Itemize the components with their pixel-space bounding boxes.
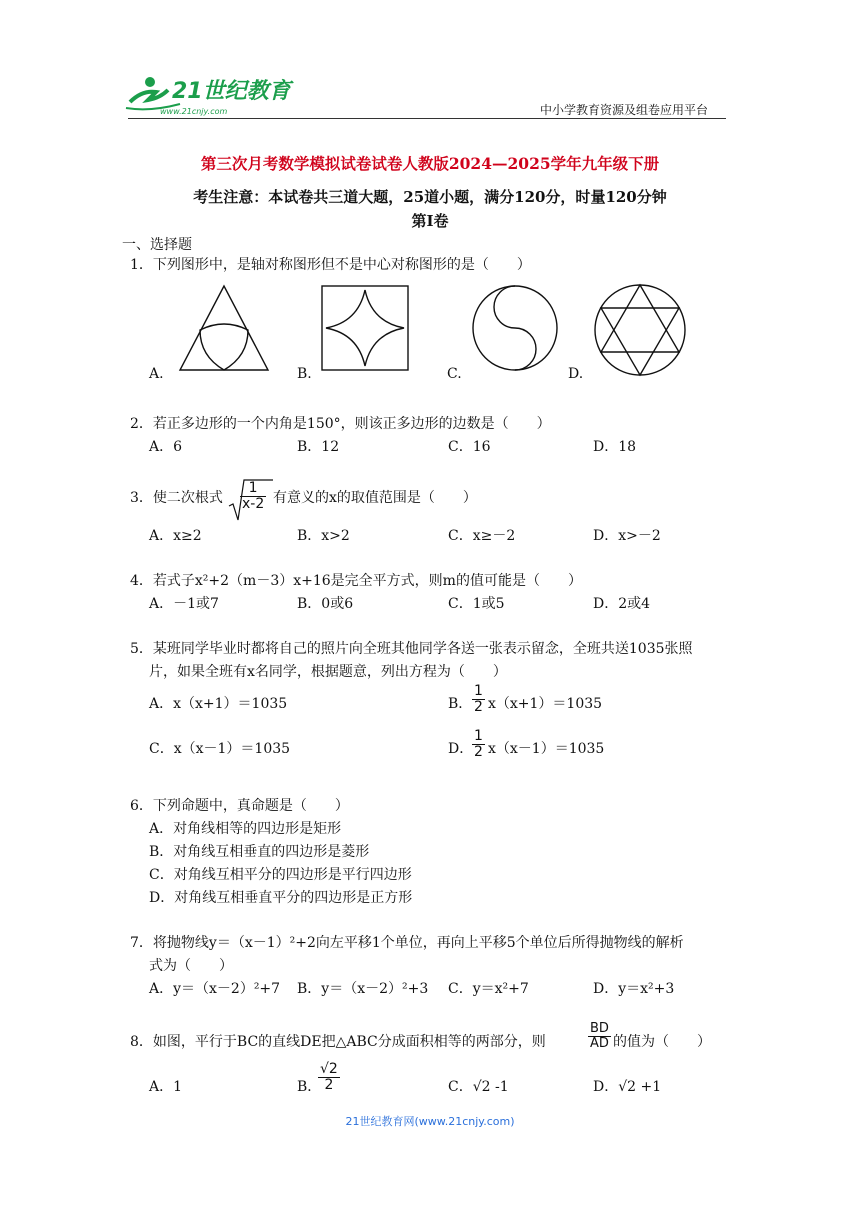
question-8-post: 的值为（ ） <box>613 1034 711 1050</box>
figure-a <box>176 282 272 374</box>
q4-option-c: C．1或5 <box>448 596 505 612</box>
q5d-frac-den: 2 <box>474 743 483 760</box>
logo-text: 21世纪教育 <box>172 79 291 104</box>
q3-option-b: B．x>2 <box>297 528 350 544</box>
volume-heading: 第Ⅰ卷 <box>411 212 449 230</box>
question-1: 1．下列图形中，是轴对称图形但不是中心对称图形的是（ ） <box>130 257 531 273</box>
q6-option-d: D．对角线互相垂直平分的四边形是正方形 <box>149 890 413 906</box>
q4-option-b: B．0或6 <box>297 596 354 612</box>
q8b-frac-num: √2 <box>320 1061 338 1077</box>
q3-fraction-num: 1 <box>240 481 266 497</box>
q8-option-b-fraction <box>318 1062 340 1092</box>
q7-option-c: C．y＝x²+7 <box>448 981 529 997</box>
q3-option-a: A．x≥2 <box>149 528 202 544</box>
exam-notice: 考生注意：本试卷共三道大题，25道小题，满分120分，时量120分钟 <box>193 188 667 206</box>
q8-option-a: A．1 <box>149 1079 183 1095</box>
q5d-frac-num: 1 <box>474 728 483 744</box>
q6-option-b: B．对角线互相垂直的四边形是菱形 <box>149 844 370 860</box>
q5-option-d-fraction <box>472 729 485 759</box>
q2-option-d: D．18 <box>593 439 637 455</box>
exam-title: 第三次月考数学模拟试卷试卷人教版2024—2025学年九年级下册 <box>200 154 660 173</box>
question-7-line2: 式为（ ） <box>149 958 233 974</box>
q5-option-a: A．x（x+1）＝1035 <box>149 696 288 712</box>
q1-option-c: C. <box>447 366 462 382</box>
q3-fraction-den: x-2 <box>242 495 265 512</box>
q3-fraction <box>240 481 266 511</box>
q5-option-b-label: B． <box>448 696 473 712</box>
logo <box>120 68 300 118</box>
q5-option-b: x（x+1）＝1035 <box>488 696 603 712</box>
q2-option-c: C．16 <box>448 439 491 455</box>
q5-option-c: C．x（x－1）＝1035 <box>149 741 291 757</box>
q8-option-b-label: B． <box>297 1079 322 1095</box>
question-5-line1: 5．某班同学毕业时都将自己的照片向全班其他同学各送一张表示留念，全班共送1035张照 <box>130 641 693 657</box>
question-4: 4．若式子x²+2（m－3）x+16是完全平方式，则m的值可能是（ ） <box>130 573 582 589</box>
section-heading: 一、选择题 <box>122 237 192 253</box>
question-7-line1: 7．将抛物线y＝（x－1）²+2向左平移1个单位，再向上平移5个单位后所得抛物线的解析 <box>130 935 684 951</box>
figure-d <box>592 282 688 378</box>
logo-url: www.21cnjy.com <box>160 107 228 116</box>
q8-frac-num: BD <box>590 1021 609 1036</box>
q8b-frac-den: 2 <box>324 1076 334 1093</box>
q5-option-d-label: D． <box>448 741 474 757</box>
question-3-pre: 3．使二次根式 <box>130 490 223 506</box>
q6-option-c: C．对角线互相平分的四边形是平行四边形 <box>149 867 412 883</box>
q2-option-a: A．6 <box>149 439 183 455</box>
q5b-frac-num: 1 <box>474 683 483 699</box>
header-divider <box>128 118 726 119</box>
q5-option-b-fraction <box>472 684 485 714</box>
q4-option-a: A．－1或7 <box>149 596 219 612</box>
q8-frac-den: AD <box>590 1035 609 1051</box>
q7-option-d: D．y＝x²+3 <box>593 981 675 997</box>
q8-fraction <box>588 1022 611 1050</box>
q7-option-b: B．y＝（x－2）²+3 <box>297 981 429 997</box>
footer-link[interactable]: 21世纪教育网(www.21cnjy.com) <box>345 1115 515 1128</box>
q1-option-a: A. <box>149 366 164 382</box>
question-5-line2: 片，如果全班有x名同学，根据题意，列出方程为（ ） <box>149 664 507 680</box>
q8-option-c: C．√2 -1 <box>448 1079 509 1095</box>
q1-option-d: D. <box>568 366 584 382</box>
q3-option-c: C．x≥－2 <box>448 528 516 544</box>
question-3-post: 有意义的x的取值范围是（ ） <box>273 490 477 506</box>
q6-option-a: A．对角线相等的四边形是矩形 <box>149 821 342 837</box>
q1-option-b: B. <box>297 366 312 382</box>
q5-option-d: x（x－1）＝1035 <box>488 741 605 757</box>
question-6: 6．下列命题中，真命题是（ ） <box>130 798 349 814</box>
question-2: 2．若正多边形的一个内角是150°，则该正多边形的边数是（ ） <box>130 416 551 432</box>
q2-option-b: B．12 <box>297 439 340 455</box>
q7-option-a: A．y＝（x－2）²+7 <box>149 981 281 997</box>
q5b-frac-den: 2 <box>474 698 483 715</box>
figure-c <box>470 282 560 374</box>
figure-b <box>320 284 410 372</box>
site-name: 中小学教育资源及组卷应用平台 <box>540 103 709 117</box>
q3-option-d: D．x>－2 <box>593 528 661 544</box>
q8-option-d: D．√2 +1 <box>593 1079 662 1095</box>
q4-option-d: D．2或4 <box>593 596 651 612</box>
question-8-pre: 8．如图，平行于BC的直线DE把△ABC分成面积相等的两部分，则 <box>130 1034 546 1050</box>
